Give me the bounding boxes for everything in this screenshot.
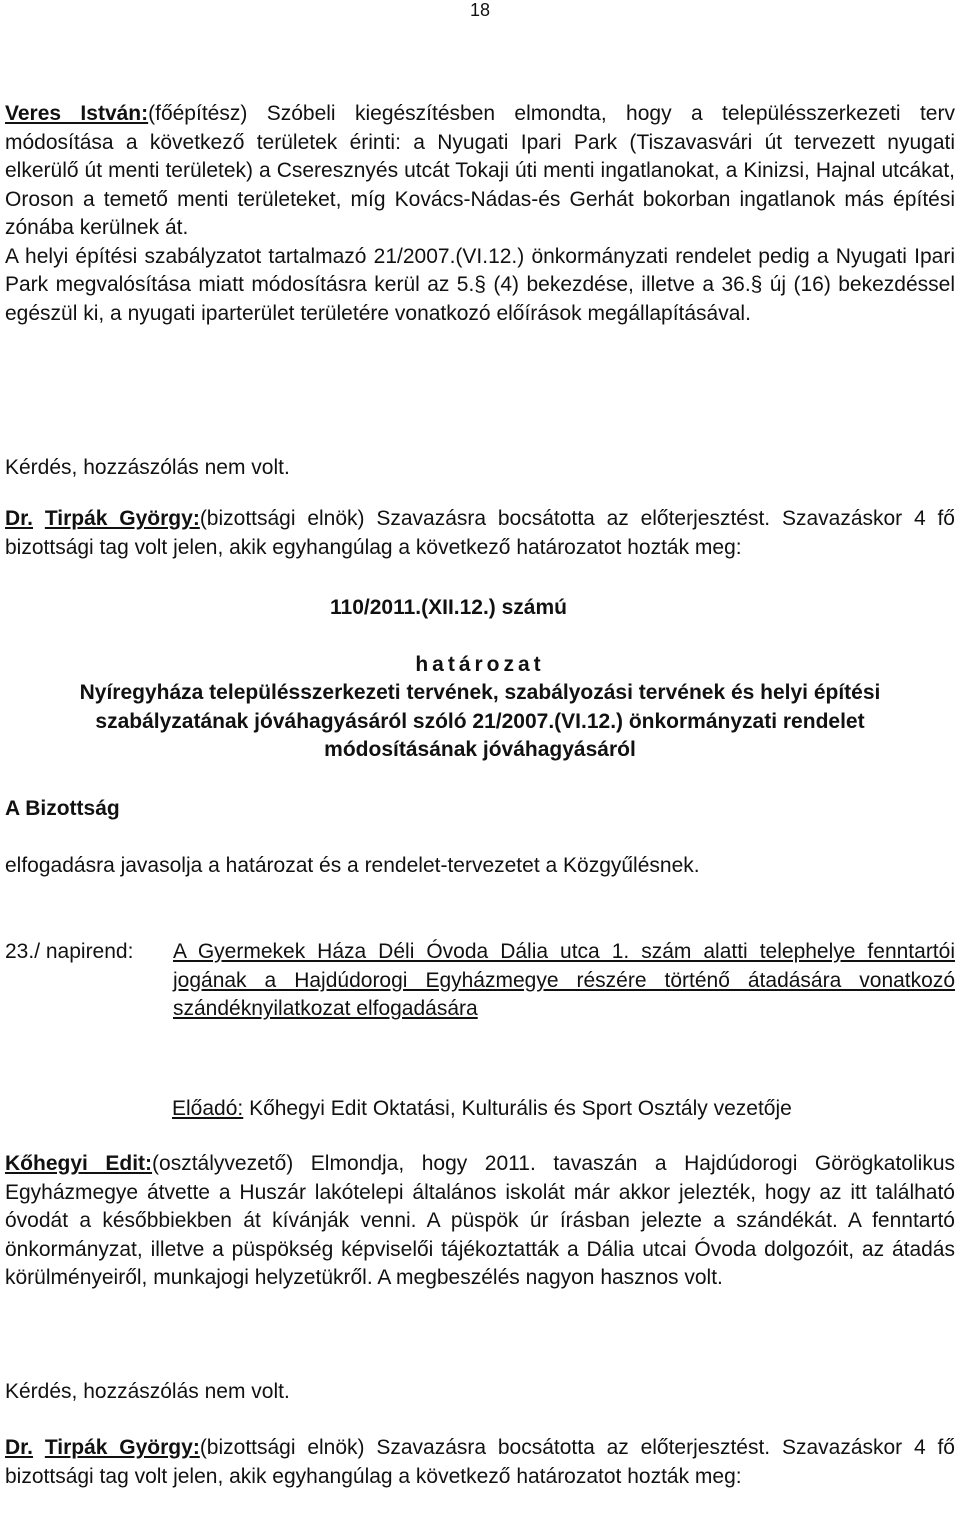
presenter-name: Kőhegyi Edit Oktatási, Kulturális és Sport Osztály vezetője <box>243 1097 792 1120</box>
vote-paragraph <box>5 1434 955 1491</box>
vote-block-1 <box>5 505 955 562</box>
vote-block-2 <box>5 1434 955 1491</box>
paragraph-regulation: A helyi építési szabályzatot tartalmazó 21/2007.(VI.12.) önkormányzati rendelet pedig a Nyugati Ipari Park megvalósítása miatt módosításra kerül az 5.§ (4) bekezdése, illetve a 36.§ új (16) bekezdéssel egészül ki, a nyugati iparterület területére vonatkozó előírások megállapításával. <box>5 244 955 325</box>
speaker-name: Kőhegyi Edit: <box>5 1152 153 1175</box>
paragraph-speech <box>5 100 955 243</box>
speaker-role: (főépítész) <box>148 102 248 125</box>
speech-paragraph <box>5 1150 955 1293</box>
resolution-title: Nyíregyháza településszerkezeti tervének, szabályozási tervének és helyi építési szabályzatának jóváhagyásáról szóló 21/2007.(VI.12.) önkormányzati rendelet módosításának jóváhagyásáról <box>79 681 881 761</box>
speech-text: Szóbeli kiegészítésben elmondta, hogy a településszerkezeti terv módosítása a következő területek érinti: a Nyugati Ipari Park (Tiszavasvári út tervezett nyugati elkerülő út menti területek) a Cseresznyés utcát Tokaji úti menti ingatlanokat, a Kinizsi, Hajnal utcákat, Oroson a temető menti területeket, míg Kovács-Nádas-és Gerhát bokorban ingatlanok más építési zónába kerülnek át. <box>5 102 955 239</box>
section-speech-kohegyi <box>5 1150 955 1293</box>
speaker-title: Dr. <box>5 1436 34 1459</box>
page-number: 18 <box>469 0 491 20</box>
committee-label: A Bizottság <box>5 797 120 820</box>
question-note-1: Kérdés, hozzászólás nem volt. <box>5 456 290 479</box>
speech-text: (osztályvezető) Elmondja, hogy 2011. tavaszán a Hajdúdorogi Görögkatolikus Egyházmegye átvette a Huszár lakótelepi általános iskolát már akkor jelezték, hogy az itt található óvodát a későbbiekben át kívánják venni. A püspök úr írásban jelezte a szándékát. A fenntartó önkormányzat, illetve a püspökség képviselői tájékoztatták a Dália utcai Óvoda dolgozóit, az átadás körülményeiről, munkajogi helyzetükről. A megbeszélés nagyon hasznos volt. <box>5 1152 955 1289</box>
question-note-2: Kérdés, hozzászólás nem volt. <box>5 1380 290 1403</box>
speaker-name: Veres István: <box>5 102 149 125</box>
vote-paragraph <box>5 505 955 562</box>
vote-text: (bizottsági elnök) Szavazásra bocsátotta az előterjesztést. Szavazáskor 4 fő bizottsági tag volt jelen, akik egyhangúlag a következő határozatot hozták meg: <box>5 507 955 559</box>
speaker-name: Tirpák György: <box>44 1436 200 1459</box>
speaker-title: Dr. <box>5 507 34 530</box>
vote-text: (bizottsági elnök) Szavazásra bocsátotta az előterjesztést. Szavazáskor 4 fő bizottsági tag volt jelen, akik egyhangúlag a következő határozatot hozták meg: <box>5 1436 955 1488</box>
resolution-heading: határozat <box>415 653 545 676</box>
presenter-line <box>172 1095 952 1124</box>
agenda-title: A Gyermekek Háza Déli Óvoda Dália utca 1. szám alatti telephelye fenntartói jogának a Hajdúdorogi Egyházmegye részére történő átadására vonatkozó szándéknyilatkozat elfogadására <box>173 940 955 1020</box>
presenter-label: Előadó: <box>172 1097 244 1120</box>
agenda-item <box>5 938 955 1024</box>
speaker-name: Tirpák György: <box>44 507 200 530</box>
section-speech-veres <box>5 100 955 328</box>
agenda-label: 23./ napirend: <box>5 940 134 963</box>
committee-decision: elfogadásra javasolja a határozat és a rendelet-tervezetet a Közgyűlésnek. <box>5 854 700 877</box>
resolution-number: 110/2011.(XII.12.) számú <box>330 596 567 619</box>
